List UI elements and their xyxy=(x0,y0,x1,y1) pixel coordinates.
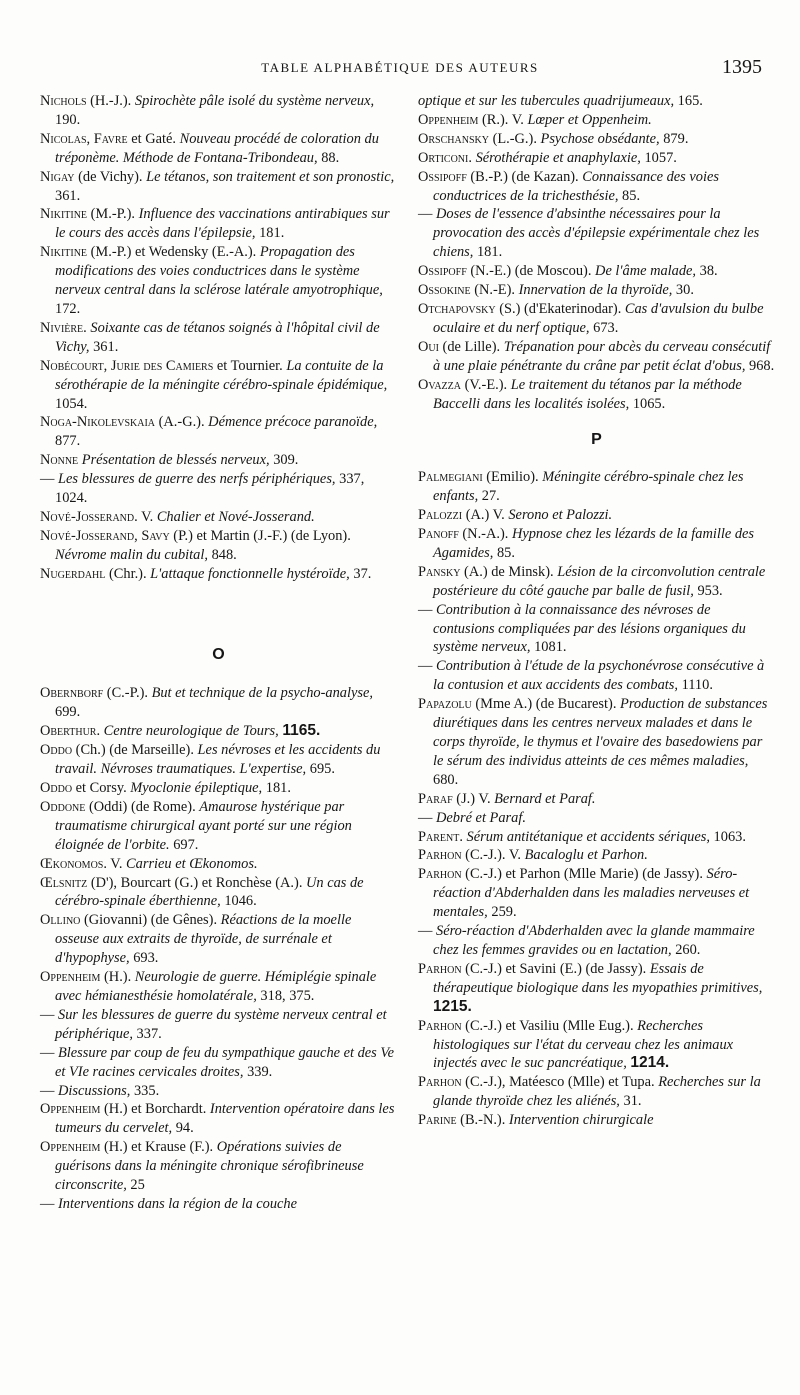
work-title: Méningite cérébro-spinale chez les enfants, xyxy=(433,469,744,505)
author-name: Ossokine xyxy=(418,282,471,299)
entry-detail: (N.-E.) (de Moscou). xyxy=(466,263,596,280)
index-entry xyxy=(418,1111,775,1130)
author-name: Ossipoff xyxy=(418,263,467,280)
entries-n xyxy=(40,92,397,584)
index-entry xyxy=(40,413,397,451)
author-name: Nicolas, Favre xyxy=(40,130,128,147)
entry-detail: (C.-J.) et Vasiliu (Mlle Eug.). xyxy=(461,1017,638,1034)
author-name: Nikitine xyxy=(40,206,88,223)
work-title: Bernard et Paraf. xyxy=(494,790,596,807)
author-name: Ossipoff xyxy=(418,168,467,185)
page-reference: 172. xyxy=(55,300,81,317)
entry-detail: (C.-J.), Matéesco (Mlle) et Tupa. xyxy=(461,1074,659,1091)
entry-detail: (H.) et Borchardt. xyxy=(100,1101,210,1118)
index-entry xyxy=(40,527,397,565)
author-name: Ollino xyxy=(40,912,81,929)
index-entry xyxy=(40,92,397,130)
entry-detail: — xyxy=(40,471,58,488)
author-name: Oppenheim xyxy=(418,111,479,128)
page-reference: 260. xyxy=(675,941,701,958)
work-title: Démence précoce paranoïde, xyxy=(208,414,378,431)
page-reference: 88. xyxy=(321,149,340,166)
page-header xyxy=(0,56,800,82)
entry-detail: (Mme A.) (de Bucarest). xyxy=(471,696,621,713)
work-title: Les blessures de guerre des nerfs périphériques, xyxy=(58,471,336,488)
entry-detail: (S.) (d'Ekaterinodar). xyxy=(495,300,625,317)
entry-detail: (Giovanni) (de Gênes). xyxy=(80,912,221,929)
work-title: Névrome malin du cubital, xyxy=(55,546,208,563)
work-title: Influence des vaccinations antirabiques sur le cours des accès dans l'épilepsie, xyxy=(55,206,390,242)
page-reference: 181. xyxy=(259,225,285,242)
entry-detail: (H.-J.). xyxy=(86,93,135,109)
index-entry xyxy=(418,130,775,149)
entry-detail: (Oddi) (de Rome). xyxy=(85,798,200,815)
index-entry xyxy=(40,1100,397,1138)
author-name: Parhon xyxy=(418,847,462,864)
index-entry xyxy=(418,281,775,300)
entry-detail: — xyxy=(40,1082,58,1099)
section-letter-o: O xyxy=(212,645,225,663)
index-entry xyxy=(40,451,397,470)
page-reference: 693. xyxy=(133,950,159,967)
page-reference: 1065. xyxy=(632,395,666,412)
page-reference: 848. xyxy=(211,546,237,563)
page-reference: 361. xyxy=(93,338,119,355)
author-name: Oppenheim xyxy=(40,1101,101,1118)
work-title: Chalier et Nové-Josserand. xyxy=(156,508,315,525)
entry-detail: (V.-E.). xyxy=(461,376,511,393)
index-entry xyxy=(40,798,397,855)
author-name: Nigay xyxy=(40,168,75,185)
page-reference: 30. xyxy=(675,282,694,299)
author-name: Nugerdahl xyxy=(40,565,106,582)
entry-detail: et Tournier. xyxy=(213,357,287,374)
author-name: Nobécourt, Jurie des Camiers xyxy=(40,357,214,374)
work-title: Bacaloglu et Parhon. xyxy=(524,847,648,864)
entry-detail: (de Vichy). xyxy=(74,168,147,185)
index-entry xyxy=(40,168,397,206)
index-entry xyxy=(418,790,775,809)
page-reference: 259. xyxy=(491,904,517,921)
entry-detail: (B.-N.). xyxy=(456,1112,509,1129)
author-name: Oppenheim xyxy=(40,969,101,986)
entry-detail: — xyxy=(40,1195,58,1212)
index-entry xyxy=(418,865,775,922)
entry-detail: (N.-A.). xyxy=(458,526,512,543)
index-entry xyxy=(40,911,397,968)
page-reference: 879. xyxy=(663,130,689,147)
page-reference: 695. xyxy=(309,761,335,778)
author-name: Nonne xyxy=(40,452,79,469)
index-entry xyxy=(418,525,775,563)
entries-p xyxy=(418,468,775,1130)
entry-detail: V. xyxy=(106,855,127,872)
page-reference: 680. xyxy=(433,771,459,788)
work-title: Hypnose chez les lézards de la famille des Agamides, xyxy=(433,526,755,561)
entries-o-continued xyxy=(418,92,775,413)
entry-detail: — xyxy=(40,1044,58,1061)
index-entry xyxy=(418,300,775,338)
work-title: La contuite de la sérothérapie de la méningite cérébro-spinale épidémique, xyxy=(55,357,388,393)
author-name: Oppenheim xyxy=(40,1139,101,1156)
entry-detail: — xyxy=(418,206,436,223)
index-entry xyxy=(418,960,775,1017)
entry-detail: V. xyxy=(137,508,157,525)
page-reference: 697. xyxy=(173,836,199,853)
index-entry xyxy=(40,565,397,584)
work-title: Réactions de la moelle osseuse aux extraits de thyroïde, de surrénale et d'hypophyse, xyxy=(55,912,352,967)
work-title: Intervention opératoire dans les tumeurs du cervelet, xyxy=(55,1101,395,1137)
index-entry xyxy=(40,205,397,243)
page-reference: 1046. xyxy=(224,893,257,910)
author-name: Parhon xyxy=(418,1074,462,1091)
author-name: Palmegiani xyxy=(418,469,483,486)
index-entry xyxy=(418,168,775,206)
entry-detail: — xyxy=(418,601,436,618)
index-entry xyxy=(40,1195,397,1214)
work-title: Sur les blessures de guerre du système nerveux central et périphérique, xyxy=(55,1006,387,1042)
author-name: Parhon xyxy=(418,866,462,883)
author-name: Papazolu xyxy=(418,696,472,713)
author-name: Oui xyxy=(418,338,439,355)
page-reference: 337. xyxy=(136,1025,162,1042)
author-name: Nikitine xyxy=(40,244,88,261)
work-title: Présentation de blessés nerveux, xyxy=(81,452,270,469)
author-name: Parhon xyxy=(418,1017,462,1034)
author-name: Noga-Nikolevskaia xyxy=(40,414,156,431)
author-name: Oddone xyxy=(40,798,86,815)
page-reference: 335. xyxy=(133,1082,160,1099)
work-title: Soixante cas de tétanos soignés à l'hôpital civil de Vichy, xyxy=(55,319,380,355)
index-entry xyxy=(418,695,775,790)
page-reference: 968. xyxy=(749,357,775,374)
work-title: Séro-réaction d'Abderhalden dans les maladies nerveuses et mentales, xyxy=(433,866,750,921)
entry-detail: (Emilio). xyxy=(482,469,543,486)
entry-detail: (M.-P.) et Wedensky (E.-A.). xyxy=(87,244,260,261)
index-entry xyxy=(40,1044,397,1082)
index-entry xyxy=(40,1138,397,1195)
entry-detail: — xyxy=(418,809,436,826)
work-title: Blessure par coup de feu du sympathique gauche et des Ve et VIe racines cervicales droites, xyxy=(55,1044,394,1080)
work-title: Un cas de cérébro-spinale éberthienne, xyxy=(55,874,364,910)
entry-detail: (Ch.) (de Marseille). xyxy=(72,742,198,759)
work-title: Doses de l'essence d'absinthe nécessaires pour la provocation des accès d'épilepsie expérimentale chez les chiens, xyxy=(433,206,760,261)
index-entry xyxy=(418,111,775,130)
entry-detail: et Corsy. xyxy=(72,780,131,796)
index-entry xyxy=(418,338,775,376)
entry-detail: (J.) V. xyxy=(452,790,495,807)
index-entry xyxy=(418,506,775,525)
work-title: Myoclonie épileptique, xyxy=(130,780,263,796)
page-reference: 1054. xyxy=(55,395,88,412)
work-title: Connaissance des voies conductrices de la trichesthésie, xyxy=(433,168,719,204)
section-letter-p: P xyxy=(591,431,602,449)
work-title: Propagation des modifications des voies conductrices dans le système nerveux central dans la sclérose latérale amyotrophique, xyxy=(55,244,383,299)
index-entry xyxy=(40,684,397,722)
work-title: Le tétanos, son traitement et son pronostic, xyxy=(146,168,395,185)
author-name: Œlsnitz xyxy=(40,874,88,891)
work-title: Discussions, xyxy=(58,1082,131,1099)
work-title: But et technique de la psycho-analyse, xyxy=(151,685,373,702)
work-title: Amaurose hystérique par traumatisme chirurgical ayant porté sur une région éloignée de l'orbite. xyxy=(55,798,352,853)
entry-detail: (C.-J.) et Savini (E.) (de Jassy). xyxy=(461,960,650,977)
work-title: Recherches histologiques sur l'état du cerveau chez les animaux injectés avec le suc pancréatique, xyxy=(433,1017,734,1072)
index-entry xyxy=(418,1017,775,1074)
work-title: Le traitement du tétanos par la méthode Baccelli dans les localités isolées, xyxy=(433,376,742,412)
page-reference: 1165. xyxy=(282,722,321,740)
entry-detail: (L.-G.). xyxy=(488,130,541,147)
entries-o xyxy=(40,684,397,1213)
index-entry xyxy=(418,922,775,960)
entry-detail: (D'), Bourcart (G.) et Ronchèse (A.). xyxy=(87,874,307,891)
page-reference: 318, 375. xyxy=(260,987,315,1004)
work-title: optique et sur les tubercules quadrijumeaux, xyxy=(418,93,675,109)
author-name: Œkonomos. xyxy=(40,855,107,872)
author-name: Oddo xyxy=(40,780,73,796)
index-entry xyxy=(418,205,775,262)
page-reference: 190. xyxy=(55,111,81,128)
right-column xyxy=(418,92,775,1130)
index-entry xyxy=(40,722,397,741)
index-entry xyxy=(40,1082,397,1101)
work-title: Contribution à la connaissance des névroses de contusions compliquées par des lésions organiques du système nerveux, xyxy=(433,601,746,656)
work-title: De l'âme malade, xyxy=(595,263,697,280)
index-entry xyxy=(40,508,397,527)
index-entry xyxy=(418,1073,775,1111)
work-title: Carrieu et Œkonomos. xyxy=(126,855,258,872)
entry-detail: (A.) de Minsk). xyxy=(460,563,558,580)
author-name: Ovazza xyxy=(418,376,461,393)
index-entry xyxy=(40,470,397,508)
work-title: Spirochète pâle isolé du système nerveux, xyxy=(134,93,375,109)
entry-detail: (H.). xyxy=(100,969,135,986)
work-title: Trépanation pour abcès du cerveau consécutif à une plaie pénétrante du crâne par petit éclat d'obus, xyxy=(433,338,771,374)
index-entry xyxy=(40,855,397,874)
page-reference: 877. xyxy=(55,433,81,450)
entry-detail: (A.-G.). xyxy=(155,414,209,431)
index-entry xyxy=(418,601,775,658)
entry-detail: (C.-J.) et Parhon (Mlle Marie) (de Jassy). xyxy=(461,866,707,883)
page-reference: 309. xyxy=(273,452,299,469)
page-reference: 181. xyxy=(476,244,503,261)
entry-detail: — xyxy=(40,1006,58,1023)
author-name: Panoff xyxy=(418,526,459,543)
author-name: Orticoni. xyxy=(418,149,472,166)
page-reference: 181. xyxy=(265,780,291,796)
work-title: Neurologie de guerre. Hémiplégie spinale avec hémianesthésie homolatérale, xyxy=(55,969,377,1004)
index-entry xyxy=(40,741,397,779)
index-entry xyxy=(418,262,775,281)
page-reference: 31. xyxy=(623,1093,642,1110)
author-name: Obernborf xyxy=(40,685,104,702)
entry-detail: (H.) et Krause (F.). xyxy=(100,1139,217,1156)
work-title: Sérum antitétanique et accidents sériques, xyxy=(466,828,710,845)
running-title: TABLE ALPHABÉTIQUE DES AUTEURS xyxy=(261,60,539,75)
index-entry xyxy=(418,809,775,828)
index-entry xyxy=(40,357,397,414)
work-title: Essais de thérapeutique biologique dans les myopathies primitives, xyxy=(433,960,763,996)
entry-detail: (B.-P.) (de Kazan). xyxy=(466,168,583,185)
page-reference: 38. xyxy=(699,263,718,280)
page-reference: 337, 1024. xyxy=(55,471,365,507)
author-name: Oberthur. xyxy=(40,723,101,740)
work-title: Recherches sur la glande thyroïde chez les aliénés, xyxy=(433,1074,761,1110)
page-reference: 94. xyxy=(175,1120,194,1137)
entry-detail: — xyxy=(418,658,436,675)
entry-detail: (de Lille). xyxy=(438,338,504,355)
work-title: Centre neurologique de Tours, xyxy=(103,723,279,740)
page-reference: 699. xyxy=(55,704,81,721)
entry-detail: (N.-E). xyxy=(470,282,519,299)
work-title: Cas d'avulsion du bulbe oculaire et du nerf optique, xyxy=(433,300,764,336)
page-reference: 1057. xyxy=(644,149,677,166)
work-title: Contribution à l'étude de la psychonévrose consécutive à la contusion et aux accidents des combats, xyxy=(433,658,765,694)
page-reference: 1081. xyxy=(534,639,567,656)
work-title: Intervention chirurgicale xyxy=(508,1112,654,1129)
page-reference: 1215. xyxy=(433,997,472,1015)
page-reference: 953. xyxy=(697,582,723,599)
index-entry xyxy=(40,779,397,798)
page-reference: 85. xyxy=(496,544,515,561)
author-name: Pansky xyxy=(418,563,461,580)
work-title: Nouveau procédé de coloration du tréponème. Méthode de Fontana-Tribondeau, xyxy=(55,130,379,166)
work-title: Production de substances diurétiques dans les centres nerveux malades et dans le corps thyroïde, le thymus et l'ovaire des basedowiens par le sérum des individus atteints de ces mêmes maladies, xyxy=(433,696,768,769)
page-reference: 339. xyxy=(247,1063,273,1080)
work-title: Opérations suivies de guérisons dans la méningite chronique sérofibrineuse circonscrite, xyxy=(55,1139,364,1194)
page-reference: 25 xyxy=(130,1177,145,1194)
work-title: Psychose obsédante, xyxy=(540,130,660,147)
page-reference: 1110. xyxy=(681,677,713,694)
entry-detail: (R.). V. xyxy=(478,111,528,128)
author-name: Parine xyxy=(418,1112,457,1129)
page-reference: 1063. xyxy=(713,828,746,845)
author-name: Parent. xyxy=(418,828,463,845)
page-reference: 1214. xyxy=(630,1054,670,1072)
entry-detail: (Chr.). xyxy=(105,565,151,582)
page-reference: 361. xyxy=(55,187,81,204)
author-name: Palozzi xyxy=(418,507,463,524)
work-title: Lésion de la circonvolution centrale postérieure du côté gauche par balle de fusil, xyxy=(433,563,766,599)
author-name: Paraf xyxy=(418,790,453,807)
page-reference: 673. xyxy=(593,319,619,336)
index-entry xyxy=(40,319,397,357)
index-entry xyxy=(418,468,775,506)
work-title: Séro-réaction d'Abderhalden avec la glande mammaire chez les femmes gravides ou en lactation, xyxy=(433,923,755,958)
index-entry xyxy=(418,149,775,168)
entry-detail: (P.) et Martin (J.-F.) (de Lyon). xyxy=(169,527,351,544)
author-name: Parhon xyxy=(418,960,462,977)
index-entry xyxy=(418,657,775,695)
author-name: Nichols xyxy=(40,93,87,109)
page-reference: 27. xyxy=(481,488,500,505)
index-entry xyxy=(40,968,397,1006)
entry-detail: (A.) V. xyxy=(462,507,509,524)
index-entry xyxy=(418,563,775,601)
entry-detail: (C.-P.). xyxy=(103,685,152,702)
entry-detail: (C.-J.). V. xyxy=(461,847,525,864)
entry-detail: et Gaté. xyxy=(127,130,180,147)
page-number: 1395 xyxy=(722,56,762,78)
index-entry xyxy=(418,828,775,847)
page-reference: 85. xyxy=(622,187,641,204)
author-name: Nivière. xyxy=(40,319,87,336)
work-title: Serono et Palozzi. xyxy=(508,507,613,524)
work-title: Interventions dans la région de la couche xyxy=(58,1195,297,1212)
index-entry xyxy=(418,376,775,414)
index-entry xyxy=(418,92,775,111)
index-entry xyxy=(418,846,775,865)
page-reference: 165. xyxy=(677,93,703,109)
work-title: Lœper et Oppenheim. xyxy=(527,111,652,128)
work-title: Sérothérapie et anaphylaxie, xyxy=(475,149,641,166)
work-title: L'attaque fonctionnelle hystéroïde, xyxy=(150,565,350,582)
index-entry xyxy=(40,874,397,912)
work-title: Debré et Paraf. xyxy=(436,809,526,826)
author-name: Nové-Josserand. xyxy=(40,508,138,525)
author-name: Nové-Josserand, Savy xyxy=(40,527,170,544)
author-name: Otchapovsky xyxy=(418,300,496,317)
index-entry xyxy=(40,1006,397,1044)
index-entry xyxy=(40,130,397,168)
work-title: Les névroses et les accidents du travail. Névroses traumatiques. L'expertise, xyxy=(55,742,381,778)
author-name: Orschansky xyxy=(418,130,489,147)
author-name: Oddo xyxy=(40,742,73,759)
left-column xyxy=(40,92,397,1214)
page-reference: 37. xyxy=(353,565,372,582)
entry-detail: — xyxy=(418,923,436,940)
work-title: Innervation de la thyroïde, xyxy=(518,282,673,299)
entry-detail: (M.-P.). xyxy=(87,206,139,223)
index-entry xyxy=(40,243,397,319)
